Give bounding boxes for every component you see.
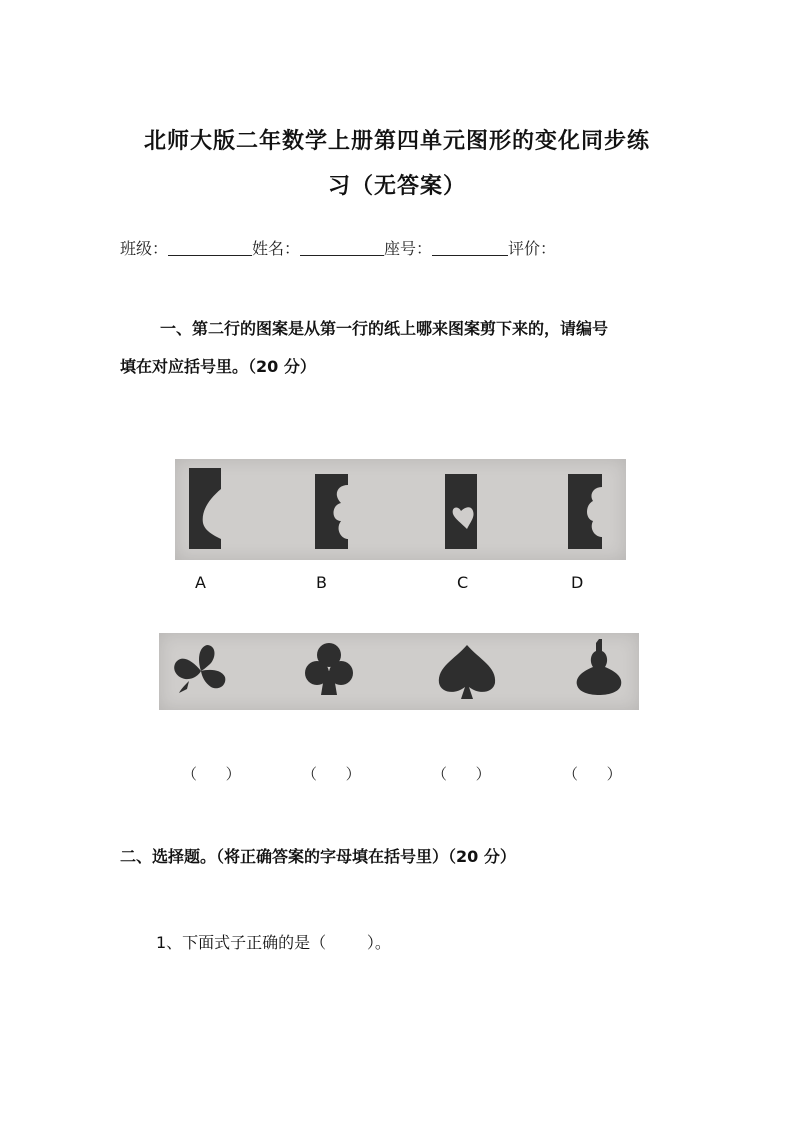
section1-prompt bbox=[120, 310, 680, 386]
answer-slot-2[interactable]: （ ） bbox=[302, 765, 361, 783]
seat-label: 座号： bbox=[384, 239, 433, 258]
section1-line1: 一、第二行的图案是从第一行的纸上哪来图案剪下来的，请编号 bbox=[160, 319, 609, 338]
page-title-line1: 北师大版二年数学上册第四单元图形的变化同步练 bbox=[143, 128, 650, 154]
club-shape bbox=[305, 643, 353, 695]
class-blank[interactable] bbox=[168, 239, 252, 256]
strip-d-shape bbox=[568, 474, 602, 549]
answer-slot-3[interactable]: （ ） bbox=[432, 765, 491, 783]
grade-label: 评价： bbox=[508, 239, 557, 258]
class-label: 班级： bbox=[120, 239, 169, 258]
question-1[interactable]: 1、下面式子正确的是（ ）。 bbox=[156, 933, 391, 952]
answer-slot-4[interactable]: （ ） bbox=[563, 765, 622, 783]
option-label-a: A bbox=[195, 573, 206, 592]
name-blank[interactable] bbox=[300, 239, 384, 256]
student-info-row bbox=[120, 236, 556, 259]
section2-heading bbox=[120, 838, 680, 876]
section1-line2: 填在对应括号里。（20 分） bbox=[120, 357, 316, 376]
strip-c-shape bbox=[445, 474, 477, 549]
option-label-c: C bbox=[457, 573, 469, 592]
cutout-shapes-photo bbox=[159, 633, 639, 710]
answer-slot-1[interactable]: （ ） bbox=[182, 765, 241, 783]
section2-heading-text: 二、选择题。（将正确答案的字母填在括号里）（20 分） bbox=[120, 847, 516, 866]
option-label-b: B bbox=[316, 573, 327, 592]
seat-blank[interactable] bbox=[432, 239, 508, 256]
option-label-d: D bbox=[571, 573, 584, 592]
spade-shape bbox=[439, 645, 495, 699]
page-title-line2: 习（无答案） bbox=[327, 173, 466, 199]
strip-b-shape bbox=[315, 474, 348, 549]
heart-trefoil-shape bbox=[174, 645, 225, 693]
paper-strips-photo bbox=[175, 459, 626, 560]
gourd-shape bbox=[577, 639, 622, 695]
name-label: 姓名： bbox=[252, 239, 301, 258]
strip-a-shape bbox=[189, 468, 221, 549]
